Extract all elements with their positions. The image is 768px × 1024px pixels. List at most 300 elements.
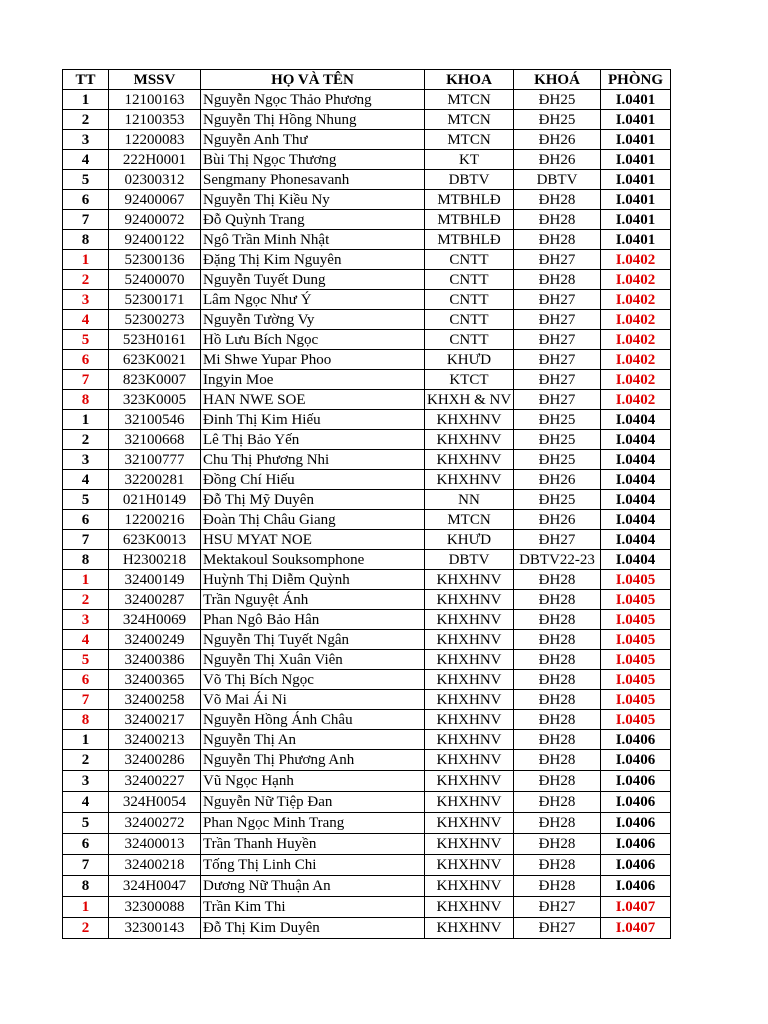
cell-khoa2: ĐH28: [514, 650, 601, 670]
cell-khoa: CNTT: [425, 290, 514, 310]
table-row: [63, 610, 671, 630]
cell-mssv: 323K0005: [109, 390, 201, 410]
cell-mssv: 222H0001: [109, 150, 201, 170]
cell-khoa: DBTV: [425, 550, 514, 570]
cell-tt: 1: [63, 90, 109, 110]
cell-name: Đồng Chí Hiếu: [201, 470, 425, 490]
cell-tt: 2: [63, 750, 109, 771]
cell-room: I.0401: [601, 210, 671, 230]
cell-mssv: 32300143: [109, 918, 201, 939]
table-body: [63, 90, 671, 939]
cell-name: Ingyin Moe: [201, 370, 425, 390]
cell-name: Đinh Thị Kim Hiếu: [201, 410, 425, 430]
cell-tt: 1: [63, 897, 109, 918]
cell-khoa: KHXHNV: [425, 450, 514, 470]
cell-name: Nguyễn Thị Xuân Viên: [201, 650, 425, 670]
cell-tt: 5: [63, 490, 109, 510]
cell-room: I.0401: [601, 130, 671, 150]
cell-mssv: 32400013: [109, 834, 201, 855]
cell-mssv: 32400213: [109, 730, 201, 750]
table-row: [63, 630, 671, 650]
cell-tt: 4: [63, 792, 109, 813]
table-row: [63, 590, 671, 610]
table-row: [63, 110, 671, 130]
table-row: [63, 150, 671, 170]
cell-room: I.0404: [601, 530, 671, 550]
cell-khoa2: ĐH28: [514, 876, 601, 897]
cell-khoa2: DBTV22-23: [514, 550, 601, 570]
table-row: [63, 290, 671, 310]
cell-khoa2: ĐH28: [514, 792, 601, 813]
cell-name: Trần Thanh Huyền: [201, 834, 425, 855]
cell-tt: 8: [63, 550, 109, 570]
cell-mssv: 32400258: [109, 690, 201, 710]
cell-mssv: 324H0047: [109, 876, 201, 897]
cell-tt: 6: [63, 510, 109, 530]
cell-mssv: 021H0149: [109, 490, 201, 510]
cell-mssv: 523H0161: [109, 330, 201, 350]
cell-name: HAN NWE SOE: [201, 390, 425, 410]
cell-khoa: KHXHNV: [425, 710, 514, 730]
cell-tt: 5: [63, 650, 109, 670]
table-row: [63, 550, 671, 570]
col-header-room: PHÒNG: [601, 70, 671, 90]
cell-khoa: KHXHNV: [425, 897, 514, 918]
cell-khoa2: ĐH26: [514, 510, 601, 530]
cell-name: Nguyễn Tuyết Dung: [201, 270, 425, 290]
cell-room: I.0406: [601, 834, 671, 855]
cell-name: Phan Ngô Bảo Hân: [201, 610, 425, 630]
cell-tt: 4: [63, 630, 109, 650]
cell-khoa: DBTV: [425, 170, 514, 190]
cell-khoa2: ĐH28: [514, 590, 601, 610]
cell-tt: 8: [63, 876, 109, 897]
cell-room: I.0404: [601, 410, 671, 430]
cell-khoa2: ĐH27: [514, 897, 601, 918]
cell-tt: 2: [63, 918, 109, 939]
table-row: [63, 750, 671, 771]
cell-khoa2: ĐH28: [514, 690, 601, 710]
col-header-mssv: MSSV: [109, 70, 201, 90]
table-row: [63, 450, 671, 470]
cell-name: Võ Mai Ái Ni: [201, 690, 425, 710]
cell-tt: 6: [63, 670, 109, 690]
cell-mssv: 32400386: [109, 650, 201, 670]
cell-mssv: 32400287: [109, 590, 201, 610]
cell-tt: 3: [63, 450, 109, 470]
cell-mssv: 12200216: [109, 510, 201, 530]
cell-mssv: 12100163: [109, 90, 201, 110]
cell-khoa: KHXHNV: [425, 650, 514, 670]
cell-name: Nguyễn Ngọc Thảo Phương: [201, 90, 425, 110]
cell-room: I.0405: [601, 710, 671, 730]
cell-khoa: KHXHNV: [425, 670, 514, 690]
cell-khoa2: ĐH28: [514, 750, 601, 771]
cell-name: Trần Nguyệt Ánh: [201, 590, 425, 610]
cell-khoa: KHXHNV: [425, 813, 514, 834]
cell-room: I.0404: [601, 470, 671, 490]
cell-khoa: KHXHNV: [425, 610, 514, 630]
cell-khoa: KHXHNV: [425, 690, 514, 710]
cell-khoa: NN: [425, 490, 514, 510]
cell-khoa: KHXHNV: [425, 855, 514, 876]
table-row: [63, 710, 671, 730]
cell-mssv: 32400365: [109, 670, 201, 690]
cell-mssv: 32400149: [109, 570, 201, 590]
cell-khoa2: ĐH28: [514, 190, 601, 210]
cell-room: I.0404: [601, 450, 671, 470]
cell-room: I.0405: [601, 590, 671, 610]
cell-khoa: KHXHNV: [425, 730, 514, 750]
cell-name: Nguyễn Thị Kiều Ny: [201, 190, 425, 210]
cell-khoa2: ĐH25: [514, 430, 601, 450]
cell-room: I.0406: [601, 876, 671, 897]
cell-khoa2: ĐH25: [514, 490, 601, 510]
cell-name: Nguyễn Thị Tuyết Ngân: [201, 630, 425, 650]
cell-khoa: CNTT: [425, 250, 514, 270]
cell-room: I.0401: [601, 150, 671, 170]
cell-khoa: KHXHNV: [425, 771, 514, 792]
cell-khoa2: ĐH28: [514, 570, 601, 590]
cell-khoa2: ĐH28: [514, 771, 601, 792]
cell-room: I.0405: [601, 570, 671, 590]
cell-name: Lâm Ngọc Như Ý: [201, 290, 425, 310]
cell-khoa: MTCN: [425, 110, 514, 130]
cell-khoa: MTCN: [425, 130, 514, 150]
cell-khoa2: ĐH26: [514, 130, 601, 150]
table-row: [63, 650, 671, 670]
cell-room: I.0404: [601, 490, 671, 510]
cell-name: Đỗ Quỳnh Trang: [201, 210, 425, 230]
cell-tt: 1: [63, 730, 109, 750]
cell-mssv: 32400286: [109, 750, 201, 771]
cell-tt: 5: [63, 330, 109, 350]
cell-khoa: KT: [425, 150, 514, 170]
table-row: [63, 813, 671, 834]
cell-mssv: 52300136: [109, 250, 201, 270]
cell-khoa: KTCT: [425, 370, 514, 390]
header-row: [63, 70, 671, 90]
cell-tt: 7: [63, 370, 109, 390]
cell-khoa: MTBHLĐ: [425, 190, 514, 210]
cell-khoa: KHXH & NV: [425, 390, 514, 410]
cell-tt: 7: [63, 210, 109, 230]
cell-mssv: H2300218: [109, 550, 201, 570]
cell-room: I.0407: [601, 918, 671, 939]
cell-name: Tống Thị Linh Chi: [201, 855, 425, 876]
table-row: [63, 834, 671, 855]
cell-khoa2: ĐH28: [514, 210, 601, 230]
cell-tt: 3: [63, 290, 109, 310]
cell-name: Nguyễn Hồng Ánh Châu: [201, 710, 425, 730]
cell-khoa2: ĐH28: [514, 855, 601, 876]
cell-tt: 8: [63, 390, 109, 410]
cell-mssv: 32100546: [109, 410, 201, 430]
cell-khoa: MTCN: [425, 90, 514, 110]
cell-room: I.0401: [601, 170, 671, 190]
table-row: [63, 490, 671, 510]
cell-room: I.0405: [601, 650, 671, 670]
cell-mssv: 52300171: [109, 290, 201, 310]
cell-khoa2: ĐH27: [514, 250, 601, 270]
table-row: [63, 690, 671, 710]
cell-mssv: 32100777: [109, 450, 201, 470]
cell-room: I.0406: [601, 855, 671, 876]
table-row: [63, 170, 671, 190]
cell-name: Hồ Lưu Bích Ngọc: [201, 330, 425, 350]
cell-tt: 6: [63, 834, 109, 855]
cell-name: Phan Ngọc Minh Trang: [201, 813, 425, 834]
cell-tt: 1: [63, 250, 109, 270]
cell-khoa2: ĐH27: [514, 390, 601, 410]
cell-khoa: KHXHNV: [425, 410, 514, 430]
cell-name: Mi Shwe Yupar Phoo: [201, 350, 425, 370]
cell-tt: 4: [63, 310, 109, 330]
table-row: [63, 210, 671, 230]
table-row: [63, 918, 671, 939]
cell-khoa: KHXHNV: [425, 590, 514, 610]
table-row: [63, 771, 671, 792]
cell-name: Nguyễn Anh Thư: [201, 130, 425, 150]
cell-khoa2: ĐH27: [514, 310, 601, 330]
table-row: [63, 792, 671, 813]
cell-khoa: CNTT: [425, 330, 514, 350]
cell-mssv: 52300273: [109, 310, 201, 330]
cell-room: I.0401: [601, 110, 671, 130]
cell-khoa2: ĐH27: [514, 290, 601, 310]
table-row: [63, 670, 671, 690]
cell-room: I.0402: [601, 330, 671, 350]
cell-khoa2: ĐH27: [514, 918, 601, 939]
cell-tt: 8: [63, 710, 109, 730]
cell-tt: 5: [63, 813, 109, 834]
cell-room: I.0401: [601, 90, 671, 110]
cell-room: I.0402: [601, 390, 671, 410]
table-row: [63, 90, 671, 110]
cell-mssv: 02300312: [109, 170, 201, 190]
table-row: [63, 350, 671, 370]
cell-tt: 3: [63, 610, 109, 630]
cell-khoa: MTBHLĐ: [425, 210, 514, 230]
table-row: [63, 190, 671, 210]
cell-khoa: CNTT: [425, 310, 514, 330]
cell-khoa: CNTT: [425, 270, 514, 290]
cell-room: I.0405: [601, 610, 671, 630]
cell-tt: 2: [63, 110, 109, 130]
cell-khoa: KHXHNV: [425, 430, 514, 450]
cell-mssv: 12100353: [109, 110, 201, 130]
cell-mssv: 32400218: [109, 855, 201, 876]
cell-name: Nguyễn Thị Hồng Nhung: [201, 110, 425, 130]
cell-mssv: 52400070: [109, 270, 201, 290]
cell-khoa2: ĐH28: [514, 630, 601, 650]
cell-name: Ngô Trần Minh Nhật: [201, 230, 425, 250]
cell-room: I.0401: [601, 190, 671, 210]
cell-name: Sengmany Phonesavanh: [201, 170, 425, 190]
cell-khoa2: ĐH27: [514, 330, 601, 350]
cell-tt: 8: [63, 230, 109, 250]
cell-mssv: 92400122: [109, 230, 201, 250]
cell-tt: 1: [63, 570, 109, 590]
cell-name: Nguyễn Nữ Tiệp Đan: [201, 792, 425, 813]
cell-name: Vũ Ngọc Hạnh: [201, 771, 425, 792]
cell-tt: 1: [63, 410, 109, 430]
cell-name: Nguyễn Tường Vy: [201, 310, 425, 330]
cell-tt: 7: [63, 855, 109, 876]
cell-khoa2: ĐH26: [514, 470, 601, 490]
table-row: [63, 730, 671, 750]
cell-room: I.0405: [601, 630, 671, 650]
cell-khoa2: ĐH25: [514, 110, 601, 130]
cell-khoa2: ĐH28: [514, 270, 601, 290]
cell-name: Mektakoul Souksomphone: [201, 550, 425, 570]
cell-name: Nguyễn Thị Phương Anh: [201, 750, 425, 771]
table-row: [63, 370, 671, 390]
cell-name: Đoàn Thị Châu Giang: [201, 510, 425, 530]
cell-khoa: MTCN: [425, 510, 514, 530]
table-row: [63, 390, 671, 410]
cell-khoa2: ĐH28: [514, 230, 601, 250]
table-row: [63, 510, 671, 530]
col-header-tt: TT: [63, 70, 109, 90]
cell-room: I.0402: [601, 270, 671, 290]
cell-khoa2: ĐH28: [514, 834, 601, 855]
cell-tt: 3: [63, 130, 109, 150]
table-row: [63, 897, 671, 918]
cell-name: HSU MYAT NOE: [201, 530, 425, 550]
cell-khoa: KHXHNV: [425, 918, 514, 939]
cell-khoa: KHXHNV: [425, 630, 514, 650]
table-row: [63, 570, 671, 590]
cell-khoa2: ĐH28: [514, 710, 601, 730]
cell-name: Huỳnh Thị Diễm Quỳnh: [201, 570, 425, 590]
cell-mssv: 32100668: [109, 430, 201, 450]
cell-room: I.0406: [601, 771, 671, 792]
cell-khoa: KHXHNV: [425, 570, 514, 590]
cell-room: I.0407: [601, 897, 671, 918]
cell-tt: 7: [63, 530, 109, 550]
cell-khoa2: ĐH28: [514, 610, 601, 630]
cell-tt: 4: [63, 150, 109, 170]
table-row: [63, 130, 671, 150]
cell-khoa2: ĐH27: [514, 530, 601, 550]
cell-khoa2: ĐH25: [514, 90, 601, 110]
cell-room: I.0402: [601, 370, 671, 390]
table-row: [63, 530, 671, 550]
table-row: [63, 330, 671, 350]
table-row: [63, 876, 671, 897]
cell-tt: 2: [63, 270, 109, 290]
cell-room: I.0404: [601, 430, 671, 450]
cell-tt: 6: [63, 190, 109, 210]
col-header-khoa: KHOA: [425, 70, 514, 90]
cell-mssv: 823K0007: [109, 370, 201, 390]
col-header-khoa2: KHOÁ: [514, 70, 601, 90]
cell-mssv: 324H0054: [109, 792, 201, 813]
table-row: [63, 250, 671, 270]
cell-mssv: 32400272: [109, 813, 201, 834]
cell-room: I.0406: [601, 730, 671, 750]
cell-khoa: KHƯD: [425, 530, 514, 550]
cell-mssv: 92400072: [109, 210, 201, 230]
cell-room: I.0406: [601, 750, 671, 771]
cell-room: I.0406: [601, 813, 671, 834]
cell-tt: 5: [63, 170, 109, 190]
cell-room: I.0404: [601, 550, 671, 570]
cell-mssv: 92400067: [109, 190, 201, 210]
cell-khoa: KHXHNV: [425, 470, 514, 490]
table-row: [63, 470, 671, 490]
cell-mssv: 32200281: [109, 470, 201, 490]
cell-tt: 4: [63, 470, 109, 490]
cell-room: I.0401: [601, 230, 671, 250]
cell-room: I.0405: [601, 670, 671, 690]
cell-name: Chu Thị Phương Nhi: [201, 450, 425, 470]
table-row: [63, 270, 671, 290]
cell-name: Đặng Thị Kim Nguyên: [201, 250, 425, 270]
cell-tt: 7: [63, 690, 109, 710]
cell-mssv: 12200083: [109, 130, 201, 150]
cell-khoa2: ĐH28: [514, 670, 601, 690]
cell-name: Võ Thị Bích Ngọc: [201, 670, 425, 690]
cell-name: Dương Nữ Thuận An: [201, 876, 425, 897]
cell-mssv: 32400249: [109, 630, 201, 650]
cell-room: I.0406: [601, 792, 671, 813]
cell-khoa2: ĐH25: [514, 410, 601, 430]
cell-mssv: 623K0021: [109, 350, 201, 370]
room-assignment-table: [62, 69, 671, 939]
cell-khoa2: ĐH27: [514, 350, 601, 370]
cell-name: Bùi Thị Ngọc Thương: [201, 150, 425, 170]
cell-khoa2: ĐH25: [514, 450, 601, 470]
cell-room: I.0402: [601, 250, 671, 270]
cell-name: Đỗ Thị Kim Duyên: [201, 918, 425, 939]
cell-name: Lê Thị Bảo Yến: [201, 430, 425, 450]
cell-khoa2: ĐH28: [514, 730, 601, 750]
cell-khoa2: DBTV: [514, 170, 601, 190]
cell-room: I.0402: [601, 310, 671, 330]
cell-room: I.0405: [601, 690, 671, 710]
table-row: [63, 230, 671, 250]
cell-khoa: KHƯD: [425, 350, 514, 370]
cell-mssv: 32400227: [109, 771, 201, 792]
col-header-name: HỌ VÀ TÊN: [201, 70, 425, 90]
cell-khoa2: ĐH26: [514, 150, 601, 170]
cell-khoa2: ĐH27: [514, 370, 601, 390]
cell-khoa: KHXHNV: [425, 750, 514, 771]
cell-khoa: MTBHLĐ: [425, 230, 514, 250]
cell-mssv: 324H0069: [109, 610, 201, 630]
cell-room: I.0402: [601, 290, 671, 310]
cell-khoa: KHXHNV: [425, 792, 514, 813]
cell-name: Trần Kim Thi: [201, 897, 425, 918]
cell-mssv: 623K0013: [109, 530, 201, 550]
cell-tt: 6: [63, 350, 109, 370]
cell-name: Đỗ Thị Mỹ Duyên: [201, 490, 425, 510]
cell-name: Nguyễn Thị An: [201, 730, 425, 750]
table-row: [63, 855, 671, 876]
table-row: [63, 410, 671, 430]
cell-tt: 2: [63, 430, 109, 450]
table-row: [63, 430, 671, 450]
cell-khoa: KHXHNV: [425, 834, 514, 855]
cell-tt: 3: [63, 771, 109, 792]
cell-room: I.0404: [601, 510, 671, 530]
cell-khoa: KHXHNV: [425, 876, 514, 897]
cell-mssv: 32400217: [109, 710, 201, 730]
cell-tt: 2: [63, 590, 109, 610]
table-row: [63, 310, 671, 330]
